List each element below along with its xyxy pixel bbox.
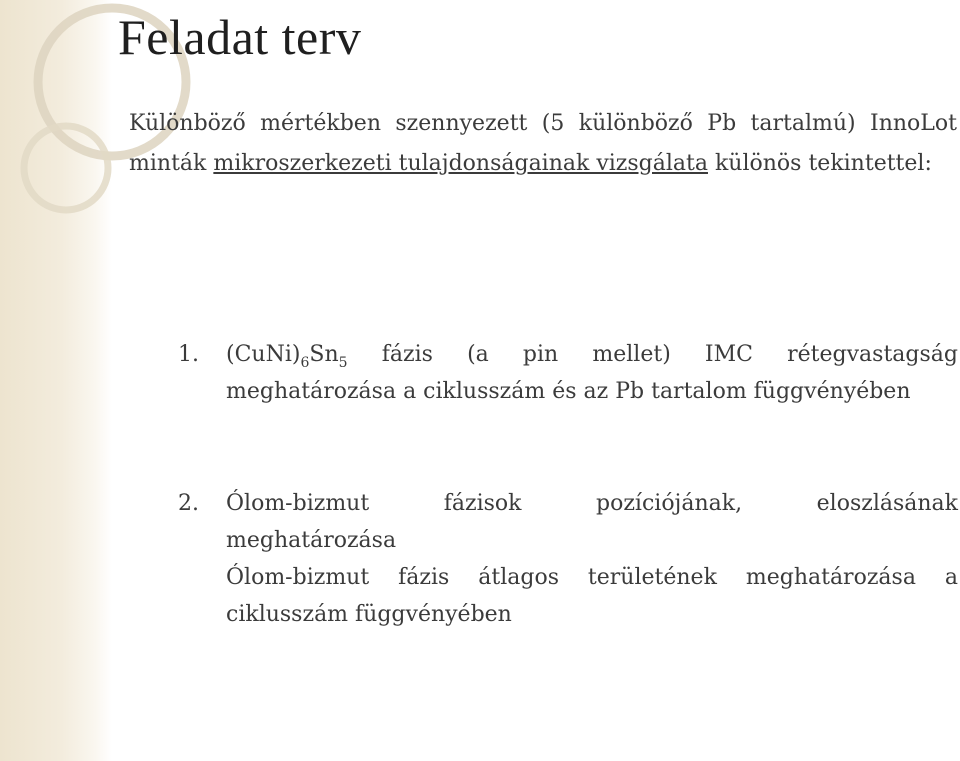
page-title: Feladat terv bbox=[118, 9, 362, 65]
list-item-line bbox=[226, 336, 958, 373]
list-item-body bbox=[226, 336, 958, 410]
intro-paragraph bbox=[129, 104, 957, 184]
formula-part: (CuNi) bbox=[226, 342, 301, 367]
list-item-line: Ólom-bizmut fázisok pozíciójának, eloszlásának bbox=[226, 491, 958, 516]
list-item-line: ciklusszám függvényében bbox=[226, 602, 512, 627]
formula-part: Sn bbox=[309, 342, 339, 367]
formula-subscript: 6 bbox=[300, 355, 310, 371]
intro-text-part2: különös tekintettel: bbox=[707, 151, 932, 176]
intro-text-part1: Különböző mértékben szennyezett (5 különböző Pb tartalmú) InnoLot minták bbox=[129, 111, 957, 176]
list-item-text: fázis (a pin mellet) IMC rétegvastagság bbox=[347, 342, 958, 367]
list-item-body bbox=[226, 485, 958, 633]
list-item-1 bbox=[178, 336, 958, 410]
formula-subscript: 5 bbox=[338, 355, 348, 371]
list-item-number: 2. bbox=[178, 491, 199, 516]
intro-underlined-text: mikroszerkezeti tulajdonságainak vizsgálata bbox=[213, 151, 708, 176]
list-item-line: Ólom-bizmut fázis átlagos területének meghatározása a bbox=[226, 565, 958, 590]
list-item-2 bbox=[178, 485, 958, 633]
list-item-line: meghatározása bbox=[226, 528, 397, 553]
list-item-line: meghatározása a ciklusszám és az Pb tartalom függvényében bbox=[226, 379, 911, 404]
list-item-number: 1. bbox=[178, 342, 199, 367]
